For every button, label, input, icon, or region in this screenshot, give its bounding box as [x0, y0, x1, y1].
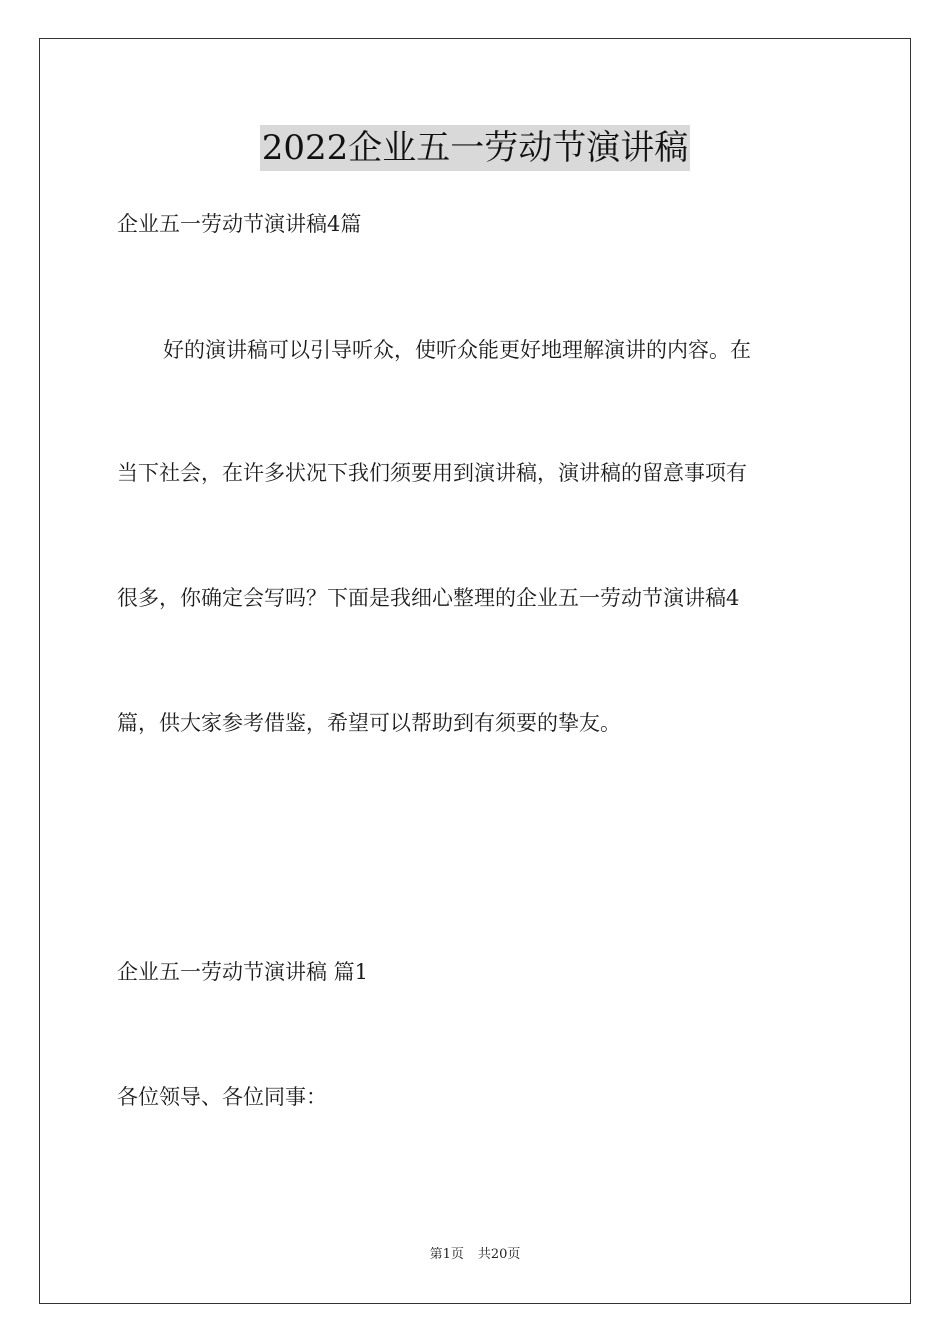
document-subtitle: 企业五一劳动节演讲稿4篇: [117, 212, 362, 236]
intro-line-3: 很多，你确定会写吗？下面是我细心整理的企业五一劳动节演讲稿4: [117, 586, 740, 610]
document-title: 2022企业五一劳动节演讲稿: [260, 125, 691, 171]
page-number: 第1页: [429, 1247, 464, 1262]
salutation: 各位领导、各位同事：: [117, 1085, 327, 1109]
title-container: [0, 125, 950, 171]
page-total: 共20页: [477, 1247, 521, 1262]
intro-line-4: 篇，供大家参考借鉴，希望可以帮助到有须要的挚友。: [117, 711, 621, 735]
section-heading: 企业五一劳动节演讲稿 篇1: [117, 960, 369, 984]
page-footer: [0, 1246, 950, 1264]
intro-line-1: 好的演讲稿可以引导听众，使听众能更好地理解演讲的内容。在: [163, 338, 751, 362]
intro-line-2: 当下社会，在许多状况下我们须要用到演讲稿，演讲稿的留意事项有: [117, 461, 747, 485]
